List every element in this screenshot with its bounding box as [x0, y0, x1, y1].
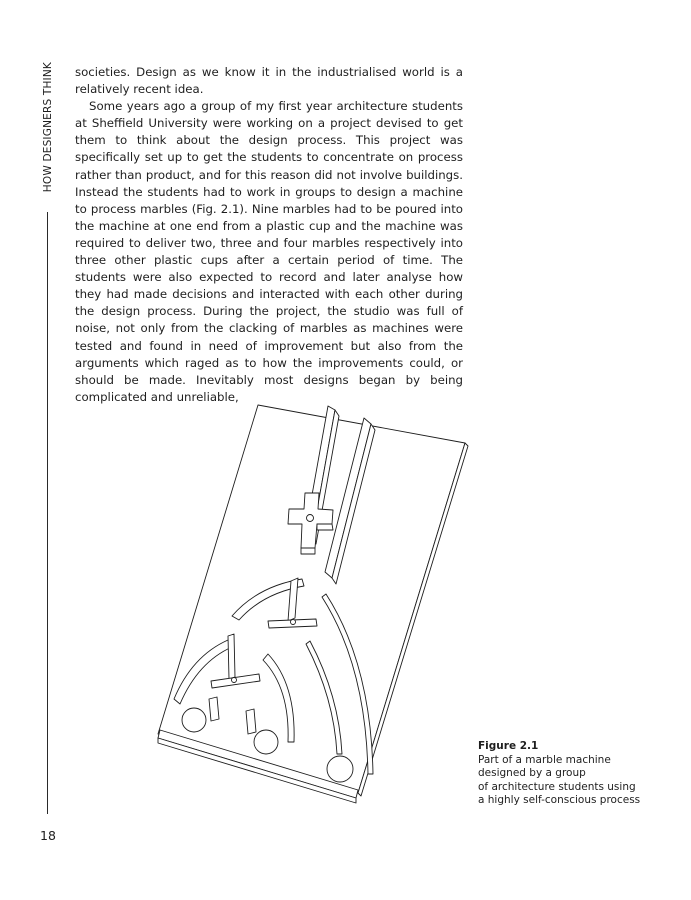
page-number: 18 [40, 828, 56, 843]
running-head [40, 62, 56, 202]
caption-line: Part of a marble machine [478, 753, 611, 766]
paragraph-2: Some years ago a group of my first year architecture students at Sheffield University were working on a project devised to get them to think about the design process. This project was specifically set up to get the students to concentrate on process rather than product, and for this reason did not involve buildings. Instead the students had to work in groups to design a machine to process marbles (Fig. 2.1). Nine marbles had to be poured into the machine at one end from a plastic cup and the machine was required to deliver two, three and four marbles respectively into three other plastic cups after a certain period of time. The students were also expected to record and later analyse how they had made decisions and interacted with each other during the design process. During the project, the studio was full of noise, not only from the clacking of marbles as machines were tested and found in need of improvement but also from the arguments which raged as to how the improvements could, or should be made. Inevitably most designs began by being complicated and unreliable, [75, 99, 463, 404]
margin-rule [47, 212, 48, 814]
post-left [209, 697, 219, 721]
marble-machine-figure [150, 398, 470, 810]
marble-3 [327, 756, 353, 782]
figure-label: Figure 2.1 [478, 740, 539, 752]
paragraph-1: societies. Design as we know it in the industrialised world is a relatively recent idea. [75, 65, 463, 97]
caption-line: designed by a group [478, 767, 586, 779]
figure-caption [478, 740, 678, 808]
body-text [75, 64, 463, 406]
marble-1 [182, 708, 206, 732]
post-middle [246, 709, 256, 734]
caption-line: of architecture students using [478, 780, 636, 793]
marble-machine-drawing [150, 398, 470, 810]
t-piece-lower [228, 634, 235, 679]
running-head-text: HOW DESIGNERS THINK [42, 62, 54, 193]
caption-line: a highly self-conscious process [478, 794, 641, 806]
marble-2 [254, 730, 278, 754]
